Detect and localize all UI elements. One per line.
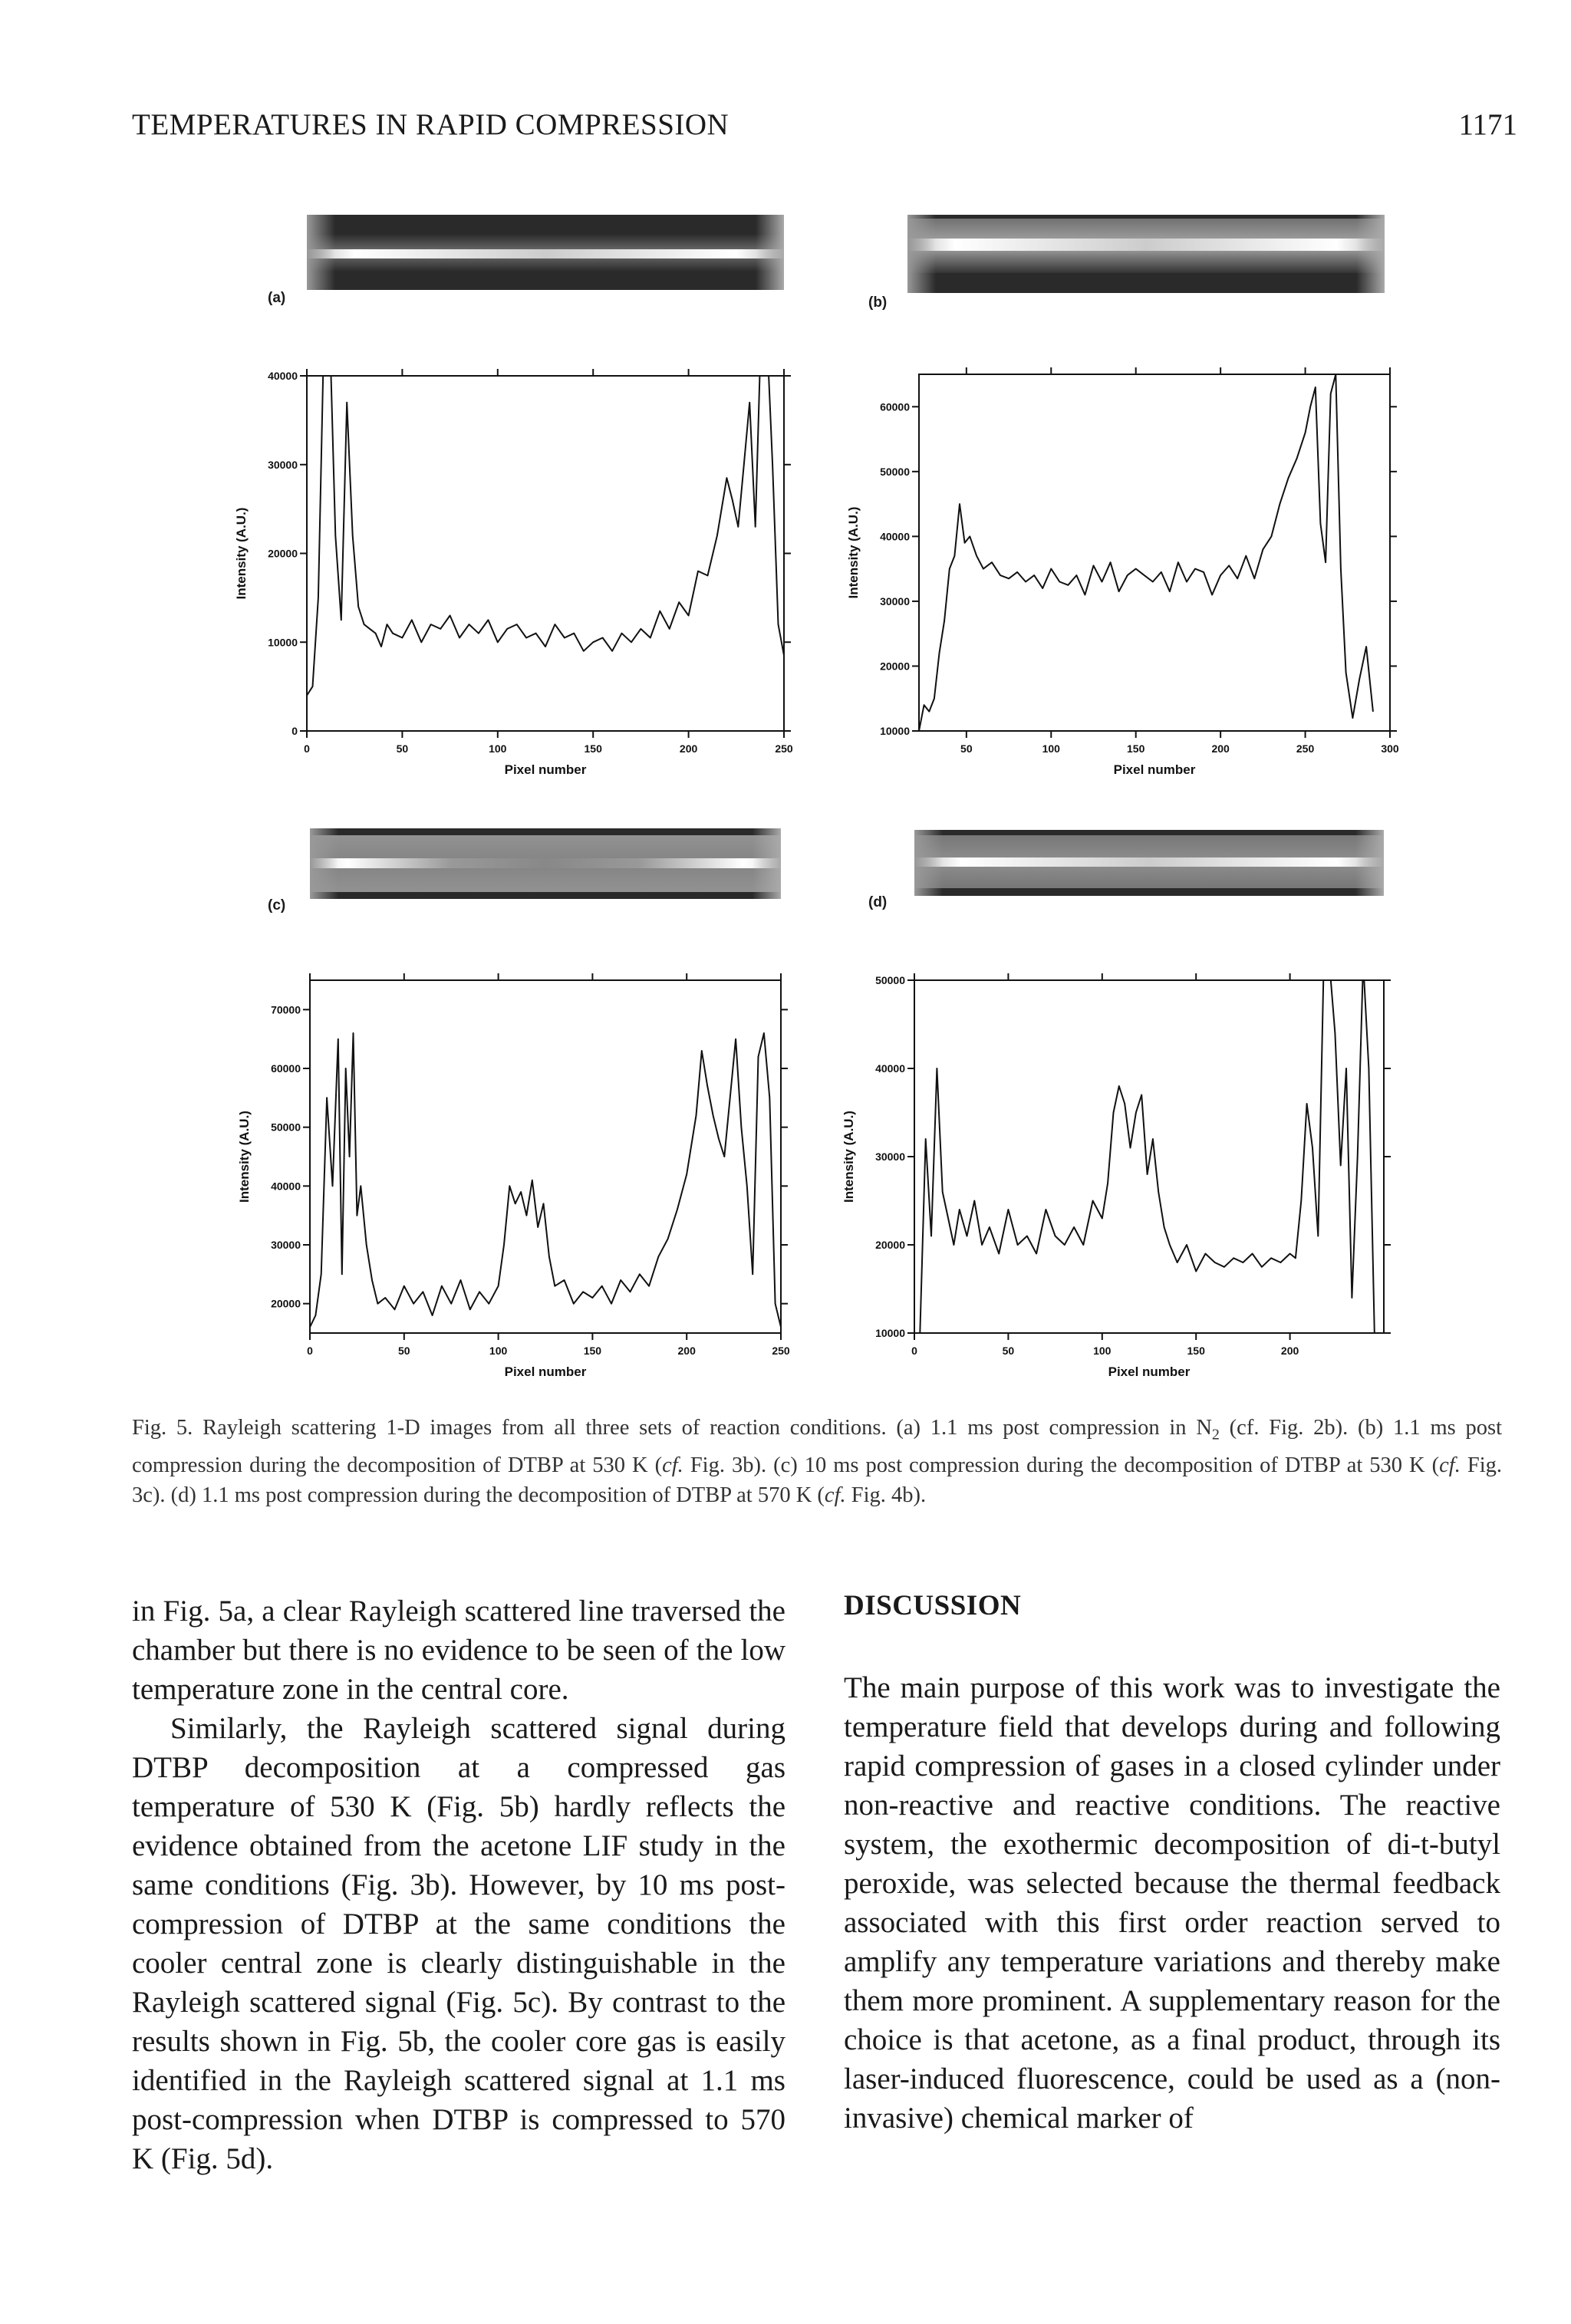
y-tick-label: 10000 xyxy=(875,1327,905,1339)
caption-text-1: Rayleigh scattering 1-D images from all three sets of reaction conditions. (a) 1.1 ms post compression in N xyxy=(203,1416,1212,1440)
x-tick-label: 100 xyxy=(489,742,507,755)
data-point xyxy=(1196,1271,1197,1272)
y-tick-label: 20000 xyxy=(268,547,298,560)
x-axis-label: Pixel number xyxy=(504,762,587,777)
caption-cf-3: cf. xyxy=(824,1483,846,1507)
data-point xyxy=(1306,1103,1307,1104)
figure-caption xyxy=(132,1413,1502,1510)
data-point xyxy=(959,1209,960,1210)
y-tick-label: 70000 xyxy=(271,1003,301,1016)
x-axis-label: Pixel number xyxy=(504,1364,587,1379)
data-point xyxy=(1135,1112,1136,1113)
data-point xyxy=(1083,1244,1084,1245)
x-tick-label: 100 xyxy=(1042,742,1060,755)
x-tick-label: 150 xyxy=(583,1345,602,1357)
data-point xyxy=(1252,1253,1253,1254)
data-point xyxy=(1340,1165,1341,1166)
y-tick-label: 20000 xyxy=(875,1239,905,1251)
body-column-left xyxy=(132,1592,786,2178)
x-tick-label: 0 xyxy=(307,1345,313,1357)
caption-text-2: (cf. Fig. 2b). (b) 1.1 ms post compression during the decomposition of DTBP at 530 K ( xyxy=(132,1416,1503,1477)
y-axis-label: Intensity (A.U.) xyxy=(237,1111,252,1203)
y-tick-label: 60000 xyxy=(271,1062,301,1075)
y-tick-label: 40000 xyxy=(880,530,910,543)
data-point xyxy=(1335,1032,1336,1033)
x-tick-label: 50 xyxy=(1002,1345,1015,1357)
x-tick-label: 0 xyxy=(911,1345,917,1357)
y-tick-label: 50000 xyxy=(875,974,905,986)
x-tick-label: 100 xyxy=(1093,1345,1112,1357)
data-point xyxy=(1261,1266,1262,1267)
y-tick-label: 10000 xyxy=(268,636,298,649)
x-tick-label: 300 xyxy=(1381,742,1399,755)
y-tick-label: 50000 xyxy=(880,465,910,478)
data-point xyxy=(982,1244,983,1245)
x-tick-label: 200 xyxy=(1211,742,1230,755)
panel-label-a: (a) xyxy=(268,290,286,306)
data-point xyxy=(1301,1200,1302,1201)
intensity-series-line xyxy=(914,963,1384,1333)
caption-prefix: Fig. 5. xyxy=(132,1416,193,1440)
x-tick-label: 200 xyxy=(679,742,698,755)
x-tick-label: 150 xyxy=(584,742,602,755)
x-tick-label: 250 xyxy=(772,1345,790,1357)
x-tick-label: 150 xyxy=(1127,742,1145,755)
panel-label-c: (c) xyxy=(268,897,286,913)
y-axis-label: Intensity (A.U.) xyxy=(846,506,861,599)
caption-text-5: Fig. 4b). xyxy=(845,1483,927,1507)
data-point xyxy=(1113,1112,1114,1113)
panel-label-b: (b) xyxy=(868,295,888,311)
y-tick-label: 30000 xyxy=(268,458,298,471)
y-tick-label: 50000 xyxy=(271,1121,301,1134)
data-point xyxy=(1233,1258,1234,1259)
y-tick-label: 40000 xyxy=(875,1062,905,1075)
data-point xyxy=(989,1226,990,1227)
page-number: 1171 xyxy=(1458,108,1517,141)
data-point xyxy=(1295,1258,1296,1259)
y-tick-label: 40000 xyxy=(268,370,298,382)
caption-text-3: Fig. 3b). (c) 10 ms post compression during the decomposition of DTBP at 530 K ( xyxy=(683,1453,1440,1477)
x-tick-label: 200 xyxy=(1280,1345,1299,1357)
x-tick-label: 0 xyxy=(304,742,310,755)
data-point xyxy=(1357,1156,1358,1157)
body-column-right xyxy=(844,1668,1500,2138)
data-point xyxy=(1152,1138,1153,1139)
x-tick-label: 150 xyxy=(1187,1345,1205,1357)
y-tick-label: 60000 xyxy=(880,400,910,413)
data-point xyxy=(1118,1085,1119,1086)
x-tick-label: 250 xyxy=(1296,742,1315,755)
data-point xyxy=(1158,1191,1159,1192)
data-point xyxy=(1169,1244,1170,1245)
data-point xyxy=(1092,1200,1093,1201)
caption-cf-1: cf. xyxy=(662,1453,683,1477)
x-axis-label: Pixel number xyxy=(1113,762,1196,777)
x-tick-label: 50 xyxy=(960,742,973,755)
x-axis-label: Pixel number xyxy=(1108,1364,1191,1379)
data-point xyxy=(999,1253,1000,1254)
x-tick-label: 50 xyxy=(396,742,409,755)
body-paragraph: Similarly, the Rayleigh scattered signal during DTBP decomposition at a compressed gas temperature of 530 K (Fig. 5b) hardly reflects the evidence obtained from the acetone LIF study in the same conditions (Fig. 3b). However, by 10 ms post-compression of DTBP at the same conditions the cooler central zone is clearly distinguishable in the Rayleigh scattered signal (Fig. 5c). By contrast to the results shown in Fig. 5b, the cooler core gas is easily identified in the Rayleigh scattered signal at 1.1 ms post-compression when DTBP is compressed to 570 K (Fig. 5d). xyxy=(132,1712,786,2175)
y-axis-label: Intensity (A.U.) xyxy=(841,1111,856,1203)
y-tick-label: 30000 xyxy=(271,1239,301,1251)
x-tick-label: 200 xyxy=(677,1345,696,1357)
data-point xyxy=(942,1191,943,1192)
data-point xyxy=(1064,1244,1065,1245)
data-point xyxy=(1036,1253,1037,1254)
data-point xyxy=(1323,962,1324,963)
data-point xyxy=(1008,1209,1009,1210)
y-tick-label: 30000 xyxy=(875,1150,905,1163)
data-point xyxy=(948,1218,949,1219)
data-point xyxy=(925,1138,926,1139)
section-heading: DISCUSSION xyxy=(844,1590,1022,1621)
running-head: TEMPERATURES IN RAPID COMPRESSION xyxy=(132,108,730,141)
y-tick-label: 30000 xyxy=(880,594,910,607)
data-point xyxy=(1130,1147,1131,1148)
y-tick-label: 20000 xyxy=(880,660,910,673)
data-point xyxy=(1017,1244,1018,1245)
y-tick-label: 20000 xyxy=(271,1297,301,1310)
caption-text-4: Fig. 3c). (d) 1.1 ms post compression during the decomposition of DTBP at 570 K ( xyxy=(132,1453,1502,1507)
body-paragraph: The main purpose of this work was to investigate the temperature field that develops during and following rapid compression of gases in a closed cylinder under non-reactive and reactive conditions. The reactive system, the exothermic decomposition of di-t-butyl peroxide, was selected because the thermal feedback associated with this first order reaction served to amplify any temperature variations and thereby make them more prominent. A supplementary reason for the choice is that acetone, as a final product, through its laser-induced fluorescence, could be used as a (non-invasive) chemical marker of xyxy=(844,1671,1500,2135)
panel-label-d: (d) xyxy=(868,894,888,910)
data-point xyxy=(1271,1258,1272,1259)
x-tick-label: 250 xyxy=(775,742,793,755)
y-axis-label: Intensity (A.U.) xyxy=(234,507,249,600)
data-point xyxy=(953,1244,954,1245)
y-tick-label: 0 xyxy=(291,725,298,737)
x-tick-label: 50 xyxy=(398,1345,410,1357)
data-point xyxy=(1074,1226,1075,1227)
data-point xyxy=(974,1200,975,1201)
data-point xyxy=(1289,1253,1290,1254)
data-point xyxy=(1186,1244,1187,1245)
x-tick-label: 100 xyxy=(489,1345,508,1357)
body-paragraph: in Fig. 5a, a clear Rayleigh scattered line traversed the chamber but there is no evidence to be seen of the low temperature zone in the central core. xyxy=(132,1595,786,1706)
data-point xyxy=(1363,962,1364,963)
y-tick-label: 10000 xyxy=(880,725,910,737)
y-tick-label: 40000 xyxy=(271,1180,301,1193)
caption-subscript: 2 xyxy=(1211,1426,1220,1443)
caption-cf-2: cf. xyxy=(1439,1453,1461,1477)
data-point xyxy=(1205,1253,1206,1254)
